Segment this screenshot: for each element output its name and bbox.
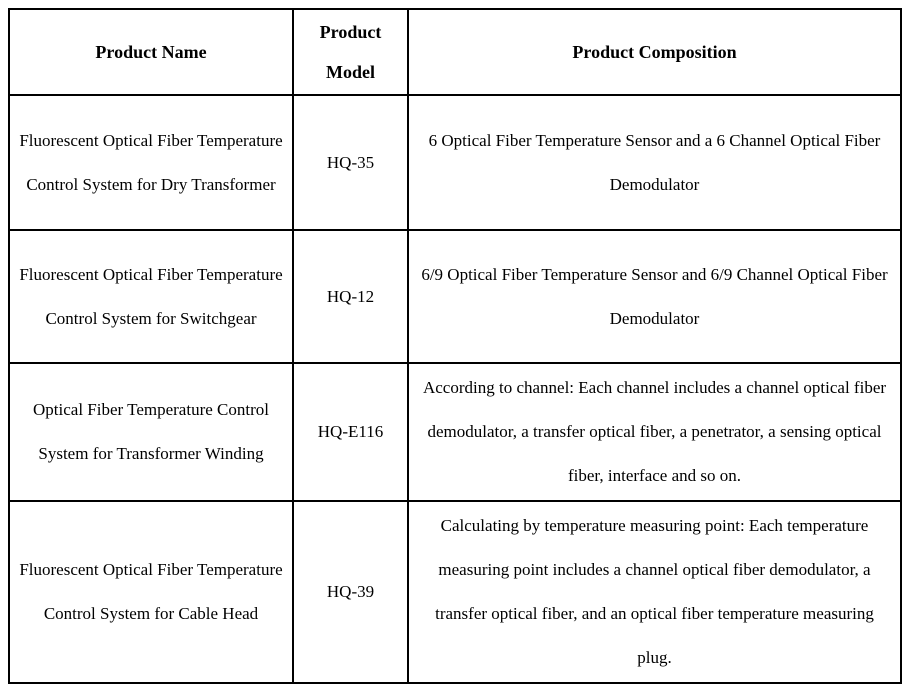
table-row (9, 363, 901, 501)
product-composition-cell: Calculating by temperature measuring point: Each temperature measuring point includes a channel optical fiber demodulator, a transfer optical fiber, and an optical fiber temperature measuring plug. (408, 501, 901, 683)
table-header-row (9, 9, 901, 95)
product-model-cell: HQ-39 (293, 501, 408, 683)
product-table (8, 8, 902, 684)
product-model-cell: HQ-E116 (293, 363, 408, 501)
column-header-product-model: Product Model (293, 9, 408, 95)
column-header-product-name: Product Name (9, 9, 293, 95)
product-name-cell: Fluorescent Optical Fiber Temperature Control System for Switchgear (9, 230, 293, 363)
table-row (9, 95, 901, 230)
product-name-cell: Fluorescent Optical Fiber Temperature Control System for Dry Transformer (9, 95, 293, 230)
column-header-product-composition: Product Composition (408, 9, 901, 95)
product-model-cell: HQ-12 (293, 230, 408, 363)
product-composition-cell: 6 Optical Fiber Temperature Sensor and a 6 Channel Optical Fiber Demodulator (408, 95, 901, 230)
product-name-cell: Optical Fiber Temperature Control System for Transformer Winding (9, 363, 293, 501)
product-model-cell: HQ-35 (293, 95, 408, 230)
table-row (9, 501, 901, 683)
product-composition-cell: 6/9 Optical Fiber Temperature Sensor and 6/9 Channel Optical Fiber Demodulator (408, 230, 901, 363)
table-row (9, 230, 901, 363)
product-composition-cell: According to channel: Each channel includes a channel optical fiber demodulator, a transfer optical fiber, a penetrator, a sensing optical fiber, interface and so on. (408, 363, 901, 501)
product-name-cell: Fluorescent Optical Fiber Temperature Control System for Cable Head (9, 501, 293, 683)
